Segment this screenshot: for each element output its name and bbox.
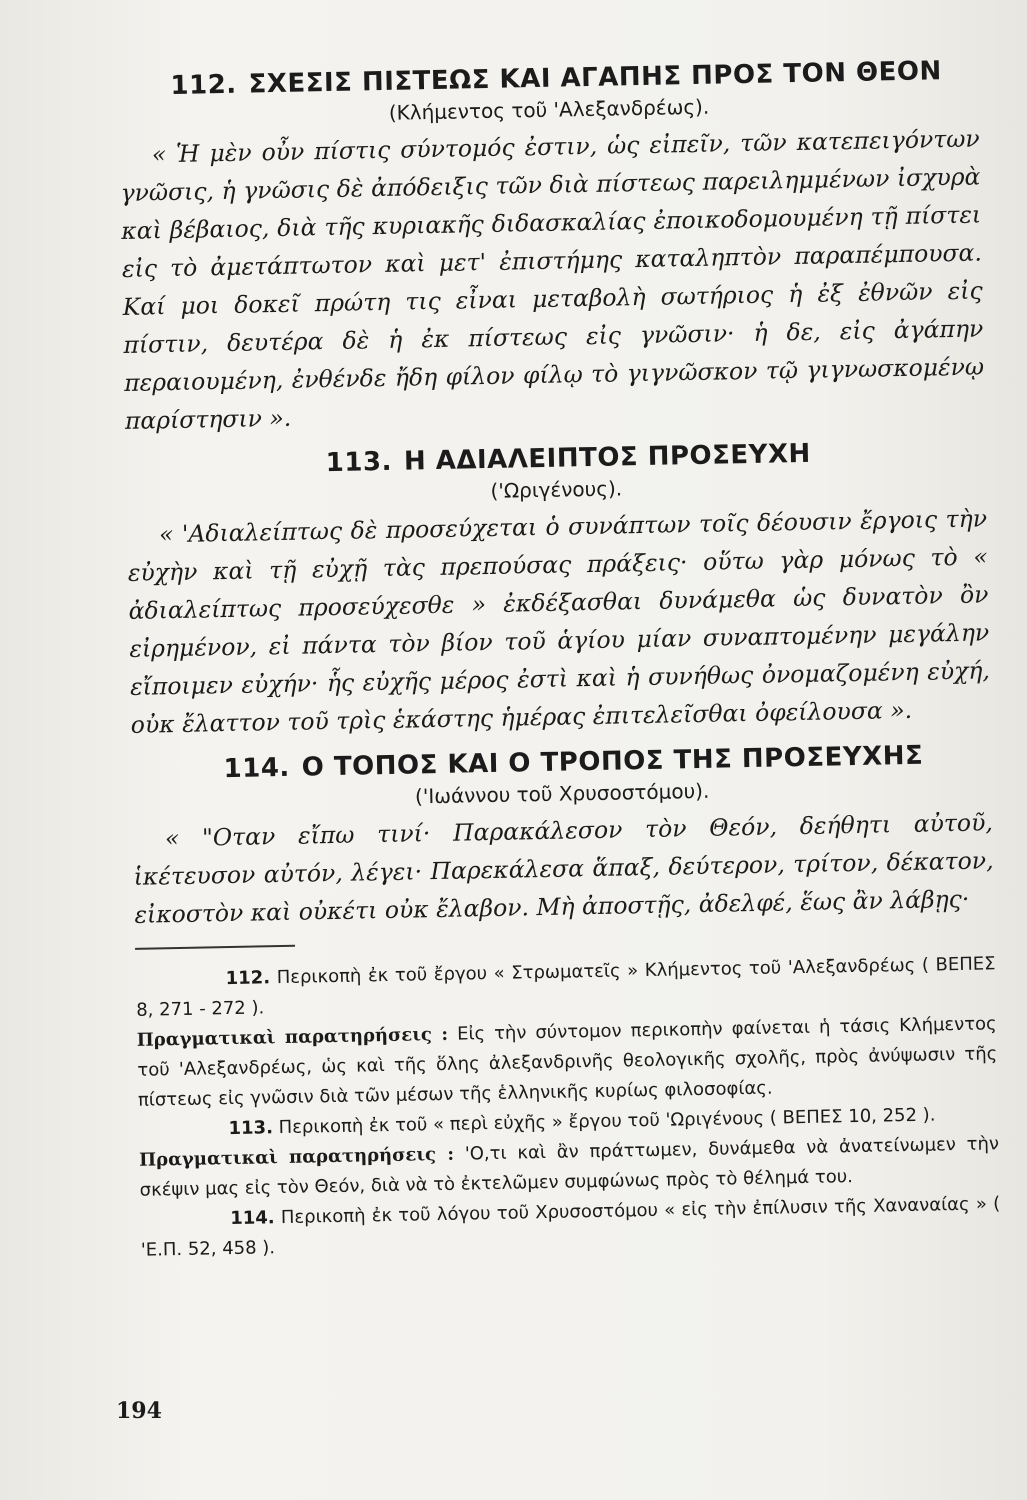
section-heading: 112. ΣΧΕΣΙΣ ΠΙΣΤΕΩΣ ΚΑΙ ΑΓΑΠΗΣ ΠΡΟΣ ΤΟΝ ΘΕΟΝ	[170, 56, 942, 101]
section-author: (Κλήμεντος τοῦ 'Αλεξανδρέως).	[388, 94, 710, 125]
section-heading: 113. Η ΑΔΙΑΛΕΙΠΤΟΣ ΠΡΟΣΕΥΧΗ	[325, 438, 812, 479]
section-113	[126, 435, 991, 743]
footnotes	[135, 949, 1001, 1265]
section-text: « "Οταν εἴπω τινί· Παρακάλεσον τὸν Θεόν, δεήθητι αὐτοῦ, ἱκέτευσον αὐτόν, λέγει· Παρεκάλεσα ἅπαξ, δεύτερον, τρίτον, δέκατον, εἰκοστὸν καὶ οὐκέτι οὐκ ἔλαβον. Μὴ ἀποστῇς, ἀδελφέ, ἕως ἂν λάβῃς·	[133, 808, 994, 929]
section-heading: 114. Ο ΤΟΠΟΣ ΚΑΙ Ο ΤΡΟΠΟΣ ΤΗΣ ΠΡΟΣΕΥΧΗΣ	[223, 740, 924, 785]
footnote-remark: Πραγματικαὶ παρατηρήσεις : 'Ο,τι καὶ ἂν πράττωμεν, δυνάμεθα νὰ ἀνατείνωμεν τὴν σκέψιν μας εἰς τὸν Θεόν, διὰ νὰ τὸ ἐκτελῶμεν συμφώνως πρὸς τὸ θέλημά του.	[138, 1133, 1000, 1201]
section-text: « Ἡ μὲν οὖν πίστις σύντομός ἐστιν, ὡς εἰπεῖν, τῶν κατεπειγόντων γνῶσις, ἡ γνῶσις δὲ ἀπόδειξις τῶν διὰ πίστεως παρειλημμένων ἰσχυρὰ καὶ βέβαιος, διὰ τῆς κυριακῆς διδασκαλίας ἐποικοδομουμένη τῇ πίστει εἰς τὸ ἀμετάπτωτον καὶ μετ' ἐπιστήμης καταληπτὸν παραπέμπουσα. Καί μοι δοκεῖ πρώτη τις εἶναι μεταβολὴ σωτήριος ἡ ἐξ ἐθνῶν εἰς πίστιν, δευτέρα δὲ ἡ ἐκ πίστεως εἰς γνῶσιν· ἡ δε, εἰς ἀγάπην περαιουμένη, ἐνθένδε ἤδη φίλον φίλῳ τὸ γιγνῶσκον τῷ γιγνωσκομένῳ παρίστησιν ».	[120, 124, 985, 435]
section-author: ('Ωριγένους).	[490, 476, 623, 503]
footnote: 113. Περικοπὴ ἐκ τοῦ « περὶ εὐχῆς » ἔργου τοῦ 'Ωριγένους ( ΒΕΠΕΣ 10, 252 ).	[228, 1104, 936, 1140]
footnote-remark: Πραγματικαὶ παρατηρήσεις : Εἰς τὴν σύντομον περικοπὴν φαίνεται ἡ τάσις Κλήμεντος τοῦ 'Αλεξανδρέως, ὡς καὶ τῆς ὅλης ἀλεξανδρινῆς θεολογικῆς σχολῆς, πρὸς ἀνύψωσιν τῆς πίστεως εἰς γνῶσιν διὰ τῶν μέσων τῆς ἑλληνικῆς κυρίως φιλοσοφίας.	[136, 1013, 998, 1111]
section-114	[131, 739, 994, 933]
page-column	[118, 43, 1001, 1265]
footnote-divider	[135, 945, 295, 950]
footnote: 114. Περικοπὴ ἐκ τοῦ λόγου τοῦ Χρυσοστόμου « εἰς τὴν ἐπίλυσιν τῆς Χαναναίας » ( 'Ε.Π. 52, 458 ).	[140, 1193, 1001, 1261]
footnote: 112. Περικοπὴ ἐκ τοῦ ἔργου « Στρωματεῖς » Κλήμεντος τοῦ 'Αλεξανδρέως ( ΒΕΠΕΣ 8, 271 - 272 ).	[136, 953, 996, 1021]
section-author: ('Ιωάννου τοῦ Χρυσοστόμου).	[414, 778, 710, 809]
section-text: « 'Αδιαλείπτως δὲ προσεύχεται ὁ συνάπτων τοῖς δέουσιν ἔργοις τὴν εὐχὴν καὶ τῇ εὐχῇ τὰς πρεπούσας πράξεις· οὕτω γὰρ μόνως τὸ « ἀδιαλείπτως προσεύχεσθε » ἐκδέξασθαι δυνάμεθα ὡς δυνατὸν ὂν εἰρημένον, εἰ πάντα τὸν βίον τοῦ ἁγίου μίαν συναπτομένην μεγάλην εἴποιμεν εὐχήν· ἧς εὐχῆς μέρος ἐστὶ καὶ ἡ συνήθως ὀνομαζομένη εὐχή, οὐκ ἔλαττον τοῦ τρὶς ἑκάστης ἡμέρας ἐπιτελεῖσθαι ὀφείλουσα ».	[127, 504, 991, 739]
page-number: 194	[116, 1398, 162, 1424]
section-112	[118, 55, 985, 439]
